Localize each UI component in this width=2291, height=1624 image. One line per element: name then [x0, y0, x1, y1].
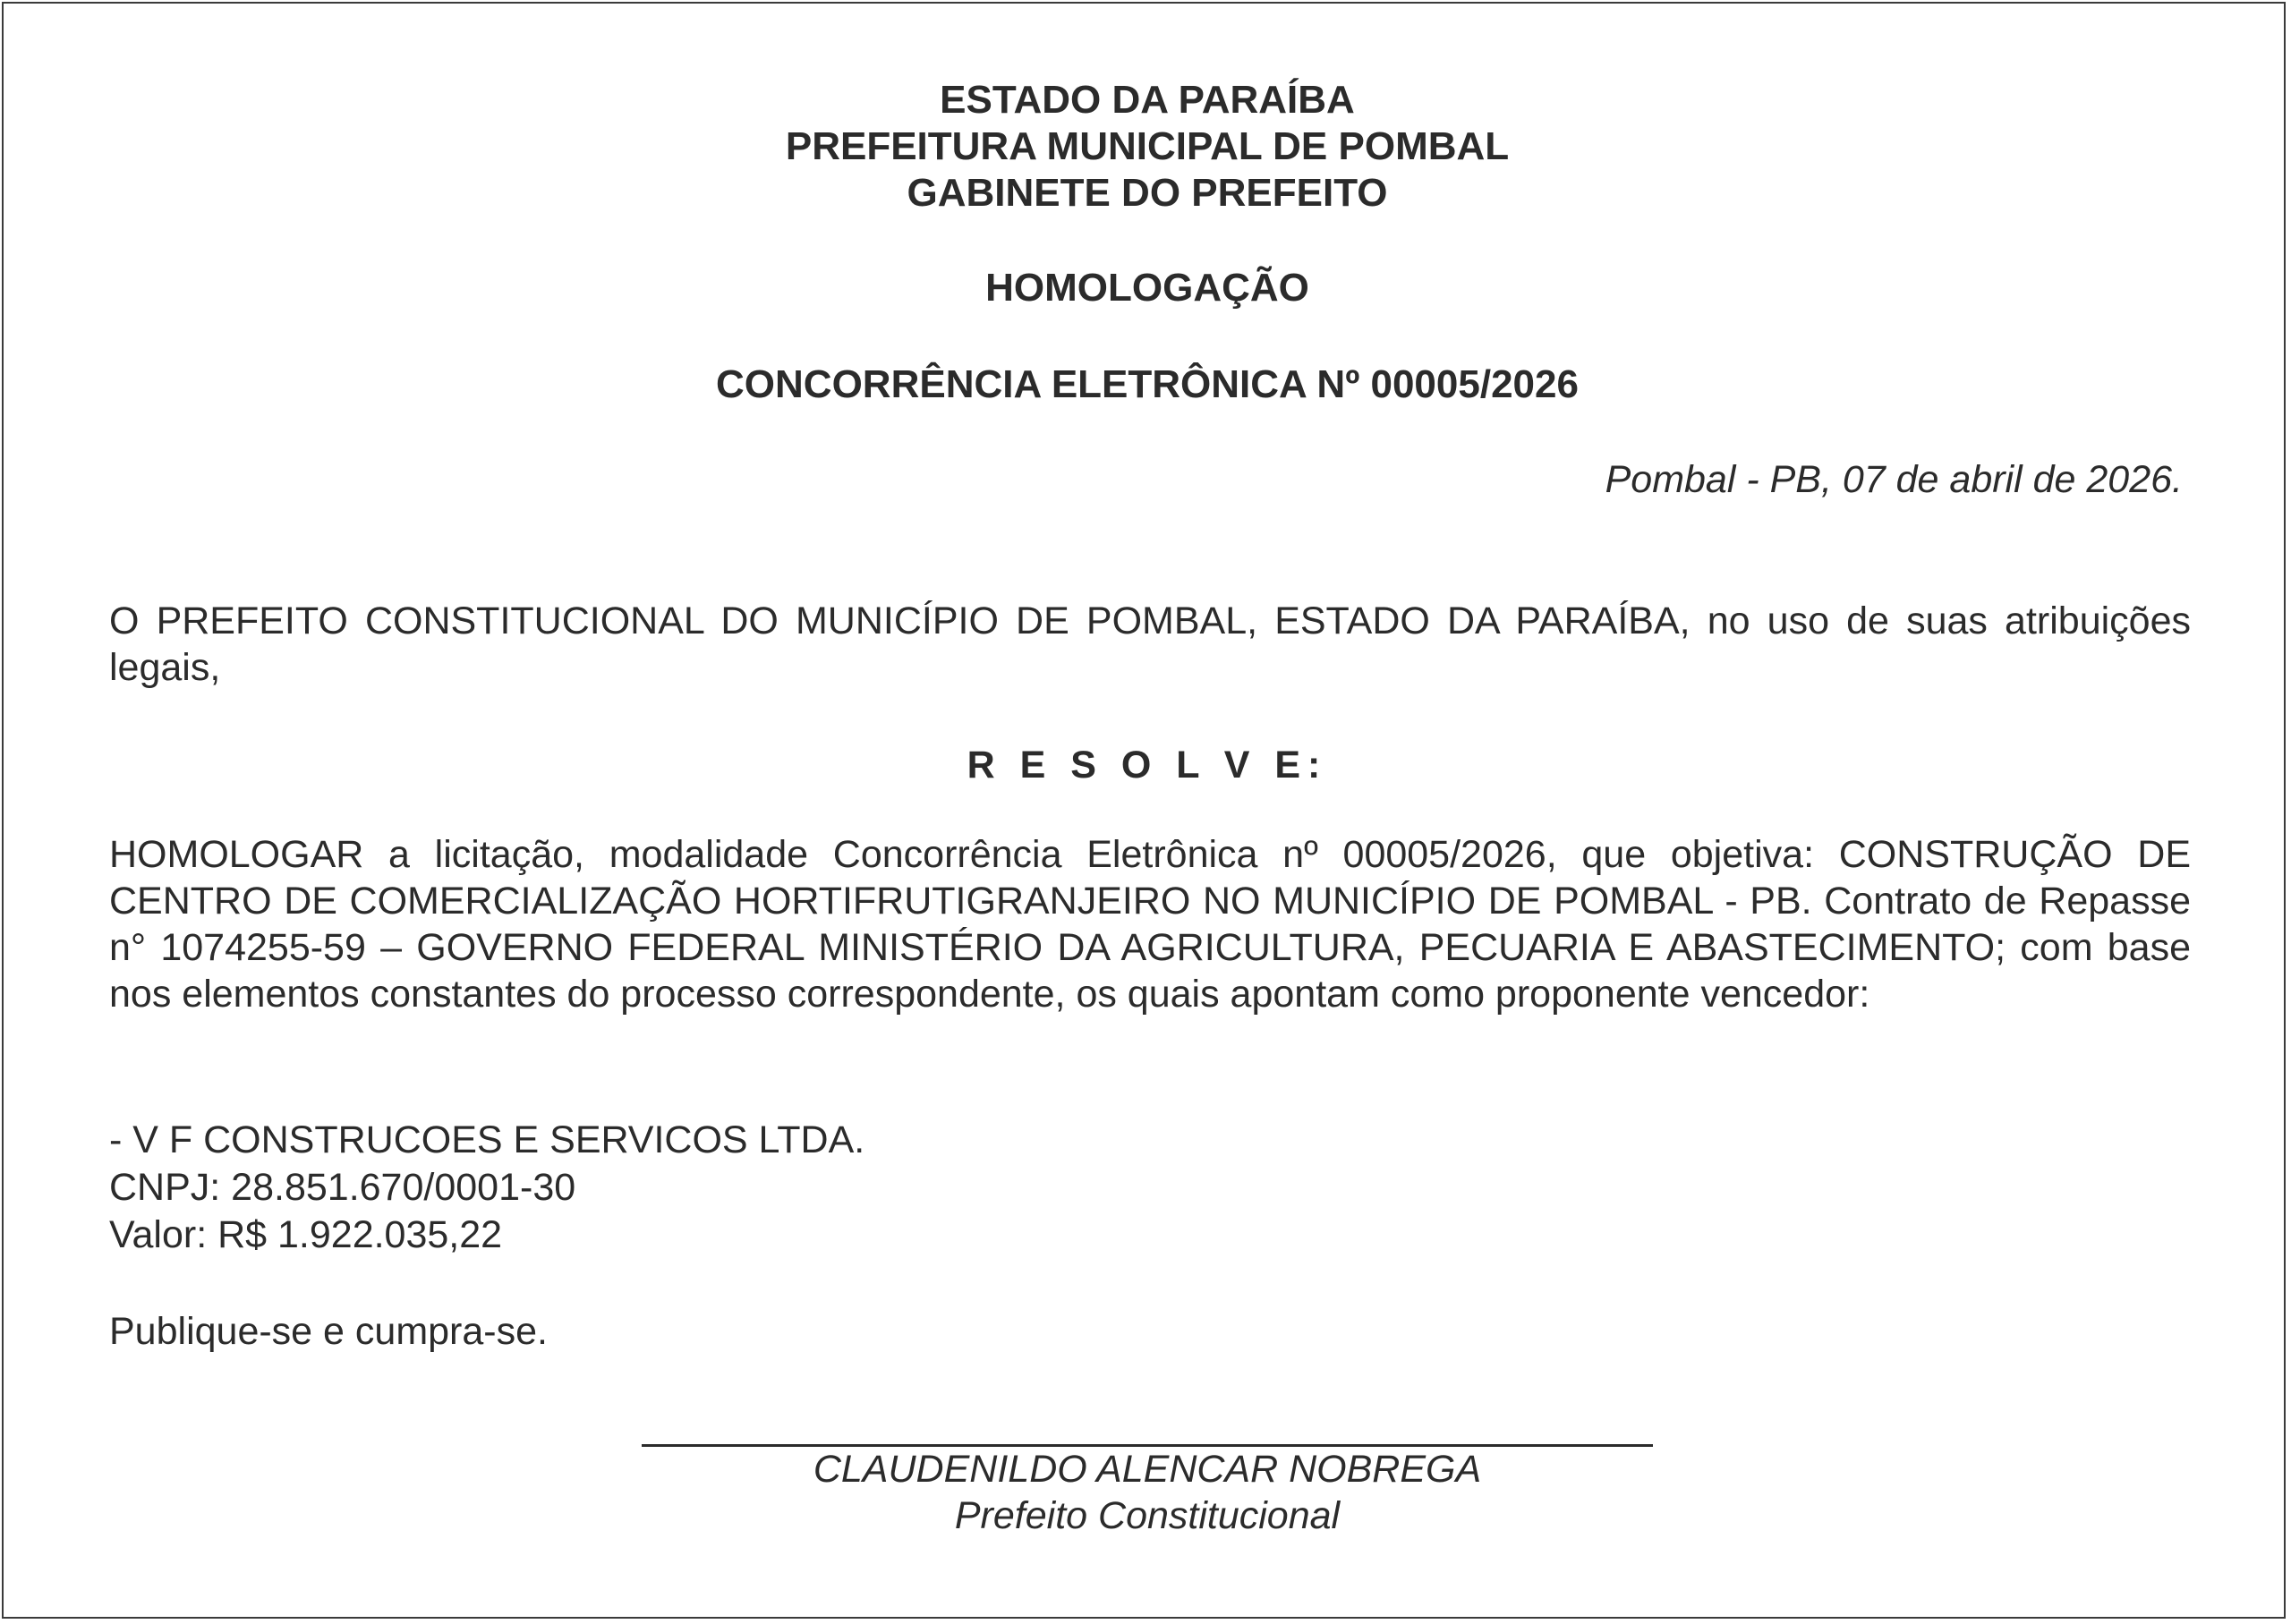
header-prefecture: PREFEITURA MUNICIPAL DE POMBAL	[785, 124, 1510, 168]
resolve-heading: R E S O L V E:	[967, 744, 1328, 786]
closing-text: Publique-se e cumpra-se.	[109, 1310, 548, 1353]
winner-valor: Valor: R$ 1.922.035,22	[109, 1213, 503, 1256]
document-title: HOMOLOGAÇÃO	[985, 266, 1309, 310]
intro-paragraph: O PREFEITO CONSTITUCIONAL DO MUNICÍPIO DE POMBAL, ESTADO DA PARAÍBA, no uso de suas atribuições legais,	[109, 599, 2191, 689]
signature-name: CLAUDENILDO ALENCAR NOBREGA	[813, 1448, 1482, 1491]
header-state: ESTADO DA PARAÍBA	[940, 78, 1355, 122]
document-subtitle: CONCORRÊNCIA ELETRÔNICA Nº 00005/2026	[716, 362, 1579, 406]
document-page	[2, 2, 2286, 1619]
winner-cnpj: CNPJ: 28.851.670/0001-30	[109, 1166, 576, 1209]
winner-name: - V F CONSTRUCOES E SERVICOS LTDA.	[109, 1118, 865, 1161]
body-paragraph: HOMOLOGAR a licitação, modalidade Concorrência Eletrônica nº 00005/2026, que objetiva: CONSTRUÇÃO DE CENTRO DE COMERCIALIZAÇÃO HORTIFRUTIGRANJEIRO NO MUNICÍPIO DE POMBAL - PB. Contrato de Repasse n° 1074255-59 – GOVERNO FEDERAL MINISTÉRIO DA AGRICULTURA, PECUARIA E ABASTECIMENTO; com base nos elementos constantes do processo correspondente, os quais apontam como proponente vencedor:	[109, 833, 2191, 1016]
signature-role: Prefeito Constitucional	[954, 1494, 1341, 1537]
date-line: Pombal - PB, 07 de abril de 2026.	[1605, 458, 2183, 501]
header-office: GABINETE DO PREFEITO	[907, 171, 1388, 215]
